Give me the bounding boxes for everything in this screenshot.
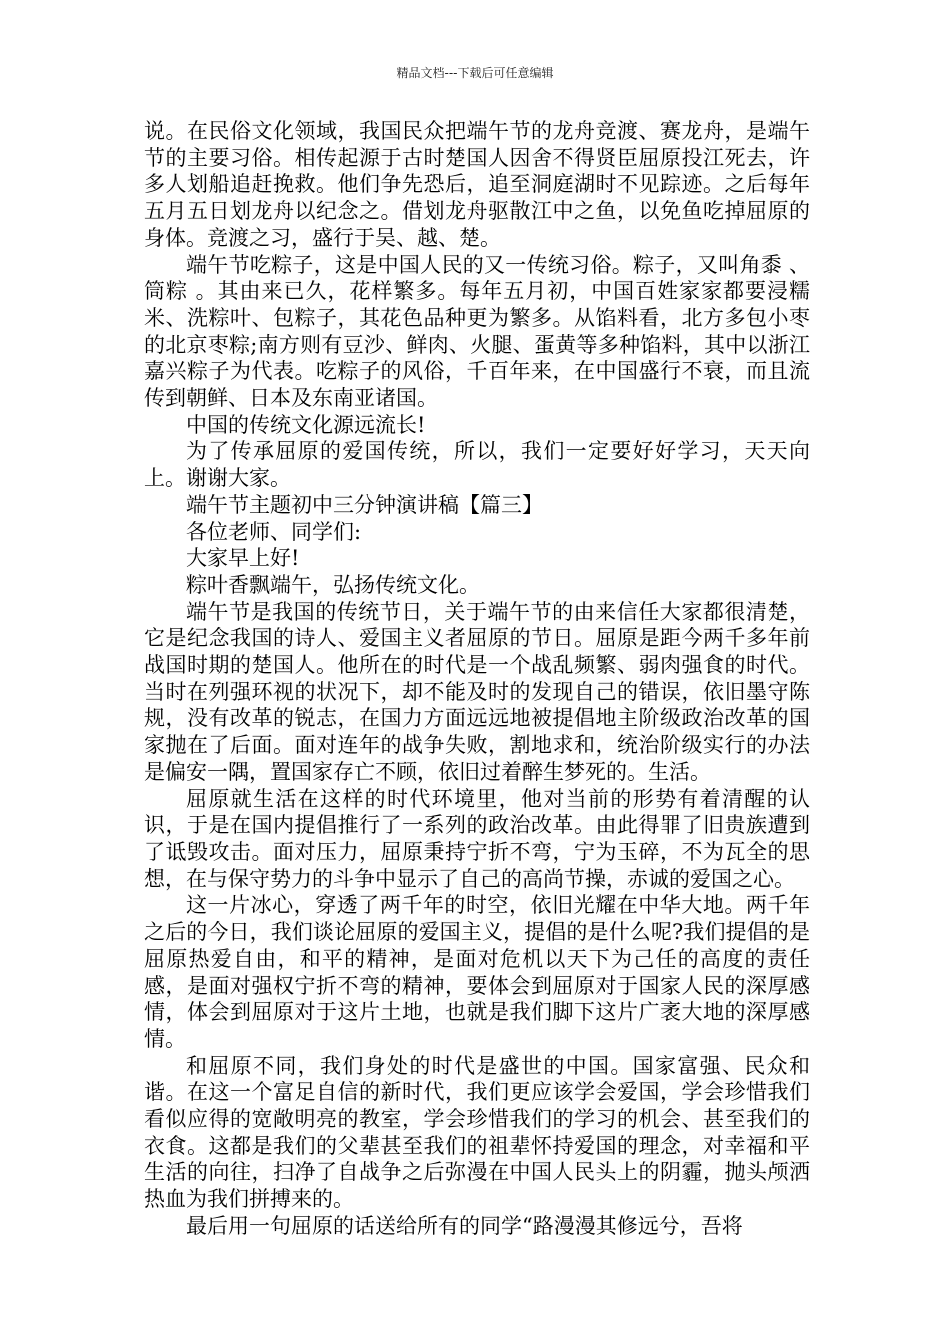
paragraph-3: 中国的传统文化源远流长! bbox=[186, 412, 426, 437]
paragraph-11: 这一片冰心，穿透了两千年的时空，依旧光耀在中华大地。两千年之后的今日，我们谈论屈原的爱国主义，提倡的是什么呢?我们提倡的是屈原热爱自由，和平的精神，是面对危机以天下为己任的高度的责任感，是面对强权宁折不弯的精神，要体会到屈原对于国家人民的深厚感情，体会到屈原对于这片土地，也就是我们脚下这片广袤大地的深厚感情。 bbox=[144, 893, 810, 1051]
paragraph-9: 端午节是我国的传统节日，关于端午节的由来信任大家都很清楚，它是纪念我国的诗人、爱国主义者屈原的节日。屈原是距今两千多年前战国时期的楚国人。他所在的时代是一个战乱频繁、弱肉强食的时代。当时在列强环视的状况下，却不能及时的发现自己的错误，依旧墨守陈规，没有改革的锐志，在国力方面远远地被提倡地主阶级政治改革的国家抛在了后面。面对连年的战争失败，割地求和，统治阶级实行的办法是偏安一隅，置国家存亡不顾，依旧过着醉生梦死的。生活。 bbox=[144, 599, 810, 784]
paragraph-12: 和屈原不同，我们身处的时代是盛世的中国。国家富强、民众和谐。在这一个富足自信的新时代，我们更应该学会爱国，学会珍惜我们看似应得的宽敞明亮的教室，学会珍惜我们的学习的机会、甚至我们的衣食。这都是我们的父辈甚至我们的祖辈怀持爱国的理念，对幸福和平生活的向往，扫净了自战争之后弥漫在中国人民头上的阴霾，抛头颅洒热血为我们拼搏来的。 bbox=[144, 1053, 810, 1212]
section-heading: 端午节主题初中三分钟演讲稿【篇三】 bbox=[186, 492, 543, 517]
greeting: 大家早上好! bbox=[186, 546, 300, 571]
paragraph-1: 说。在民俗文化领域，我国民众把端午节的龙舟竞渡、赛龙舟，是端午节的主要习俗。相传起源于古时楚国人因舍不得贤臣屈原投江死去，许多人划船追赶挽救。他们争先恐后，追至洞庭湖时不见踪迹。之后每年五月五日划龙舟以纪念之。借划龙舟驱散江中之鱼，以免鱼吃掉屈原的身体。竞渡之习，盛行于吴、越、楚。 bbox=[144, 119, 810, 250]
page-header: 精品文档---下载后可任意编辑 bbox=[396, 66, 554, 80]
document-body bbox=[144, 118, 810, 1240]
paragraph-4: 为了传承屈原的爱国传统，所以，我们一定要好好学习，天天向上。谢谢大家。 bbox=[144, 439, 810, 491]
salutation: 各位老师、同学们: bbox=[186, 519, 362, 544]
paragraph-10: 屈原就生活在这样的时代环境里，他对当前的形势有着清醒的认识，于是在国内提倡推行了一系列的政治改革。由此得罪了旧贵族遭到了诋毁攻击。面对压力，屈原秉持宁折不弯，宁为玉碎，不为瓦全的思想，在与保守势力的斗争中显示了自己的高尚节操，赤诚的爱国之心。 bbox=[144, 786, 810, 891]
paragraph-2: 端午节吃粽子，这是中国人民的又一传统习俗。粽子，又叫角黍 、 筒粽 。其由来已久，花样繁多。每年五月初，中国百姓家家都要浸糯米、洗粽叶、包粽子，其花色品种更为繁多。从馅料看，北方多包小枣的北京枣粽;南方则有豆沙、鲜肉、火腿、蛋黄等多种馅料，其中以浙江嘉兴粽子为代表。吃粽子的风俗，千百年来，在中国盛行不衰，而且流传到朝鲜、日本及东南亚诸国。 bbox=[144, 252, 810, 411]
speech-subtitle: 粽叶香飘端午，弘扬传统文化。 bbox=[186, 572, 480, 597]
paragraph-13: 最后用一句屈原的话送给所有的同学“路漫漫其修远兮，吾将 bbox=[186, 1213, 743, 1238]
